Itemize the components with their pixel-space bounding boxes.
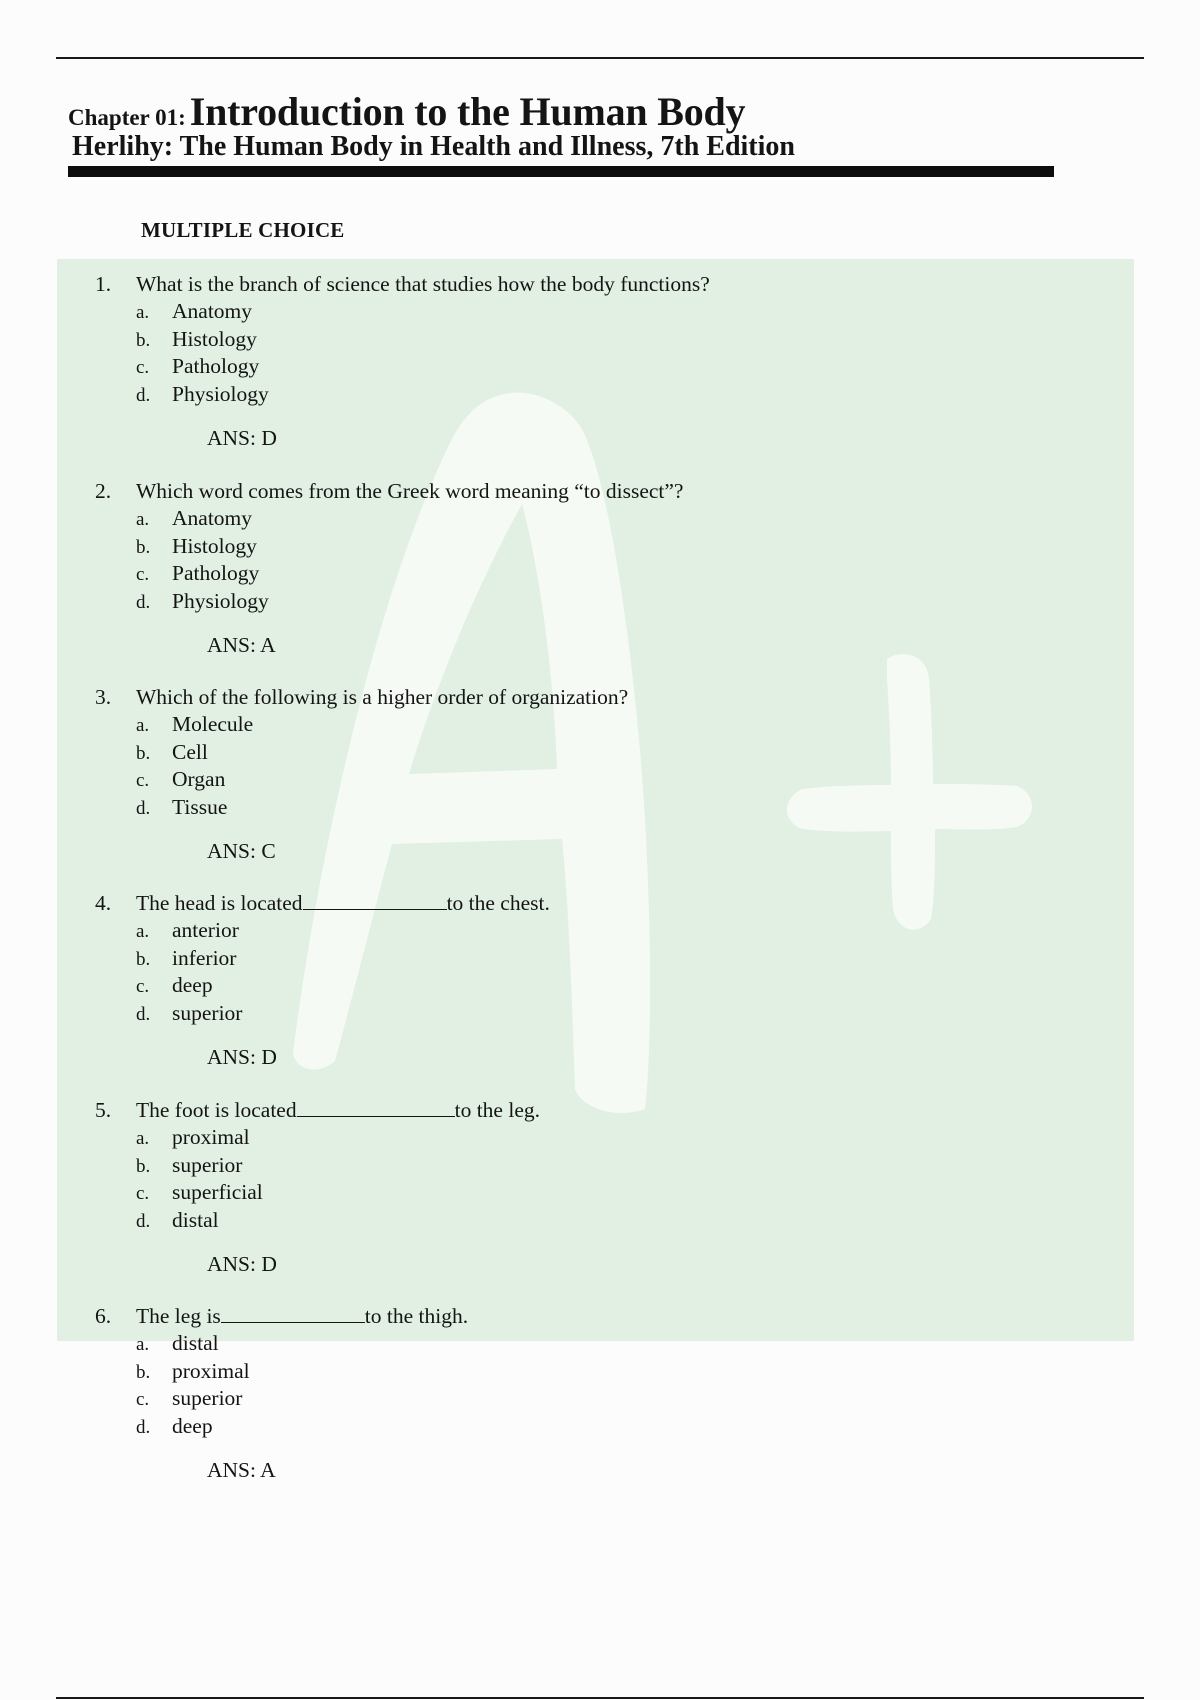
choice-d: d. superior [136, 1001, 243, 1026]
choice-c: c. deep [136, 973, 213, 998]
question-number: 5. [95, 1098, 112, 1122]
answer-key: ANS: A [207, 1457, 276, 1482]
choice-a: a. Molecule [136, 712, 254, 736]
question-text-before: The foot is located [136, 1098, 297, 1122]
question-6 [95, 1302, 995, 1484]
question-text-after: to the chest. [446, 891, 550, 915]
choice-a: a. Anatomy [136, 299, 253, 323]
bottom-rule [56, 1697, 1144, 1699]
question-text-after: to the thigh. [364, 1304, 469, 1328]
choice-d: d. deep [136, 1414, 213, 1439]
question-text: Which word comes from the Greek word meaning “to dissect”? [136, 479, 684, 503]
chapter-label: Chapter 01: [68, 105, 186, 130]
question-text: What is the branch of science that studies how the body functions? [136, 272, 710, 296]
answer-key: ANS: D [207, 1251, 277, 1276]
question-5 [95, 1096, 995, 1278]
top-rule [56, 57, 1144, 59]
question-text-before: The head is located [136, 891, 303, 915]
choice-c: c. Organ [136, 767, 226, 792]
choice-d: d. Physiology [136, 382, 269, 407]
fill-in-blank [303, 889, 447, 910]
fill-in-blank [221, 1302, 365, 1323]
choice-b: b. proximal [136, 1358, 250, 1383]
question-stem [95, 477, 995, 505]
choice-a: a. distal [136, 1331, 219, 1355]
answer-key: ANS: C [207, 838, 276, 863]
book-subtitle: Herlihy: The Human Body in Health and Illness, 7th Edition [72, 131, 795, 162]
question-number: 1. [95, 272, 112, 296]
choice-d: d. Tissue [136, 795, 228, 820]
question-number: 2. [95, 479, 112, 503]
choice-b: b. Histology [136, 326, 257, 351]
document-header [68, 89, 1068, 162]
choice-b: b. Cell [136, 739, 208, 764]
chapter-title: Introduction to the Human Body [189, 89, 746, 134]
answer-key: ANS: A [207, 632, 276, 657]
fill-in-blank [297, 1096, 455, 1117]
choice-a: a. Anatomy [136, 506, 253, 530]
choice-b: b. superior [136, 1152, 243, 1177]
question-stem [95, 889, 995, 917]
choice-d: d. distal [136, 1208, 219, 1233]
answer-key: ANS: D [207, 1044, 277, 1069]
question-number: 4. [95, 891, 112, 915]
choice-a: a. anterior [136, 918, 239, 942]
choice-d: d. Physiology [136, 589, 269, 614]
choice-c: c. superior [136, 1386, 243, 1411]
choice-a: a. proximal [136, 1125, 250, 1149]
question-text: Which of the following is a higher order of organization? [136, 685, 629, 709]
answer-key: ANS: D [207, 425, 277, 450]
chapter-title-line [68, 89, 1068, 134]
question-stem [95, 683, 995, 711]
question-stem [95, 270, 995, 298]
section-heading: MULTIPLE CHOICE [141, 218, 345, 242]
choice-b: b. inferior [136, 945, 237, 970]
choice-c: c. Pathology [136, 561, 260, 586]
title-underline-bar [68, 166, 1054, 177]
question-number: 6. [95, 1304, 112, 1328]
question-number: 3. [95, 685, 112, 709]
choice-b: b. Histology [136, 533, 257, 558]
choice-c: c. superficial [136, 1180, 263, 1205]
question-stem [95, 1302, 995, 1330]
question-2 [95, 477, 995, 659]
question-text-after: to the leg. [454, 1098, 540, 1122]
question-3 [95, 683, 995, 865]
question-stem [95, 1096, 995, 1124]
question-4 [95, 889, 995, 1071]
question-1 [95, 270, 995, 452]
choice-c: c. Pathology [136, 354, 260, 379]
question-text-before: The leg is [136, 1304, 221, 1328]
